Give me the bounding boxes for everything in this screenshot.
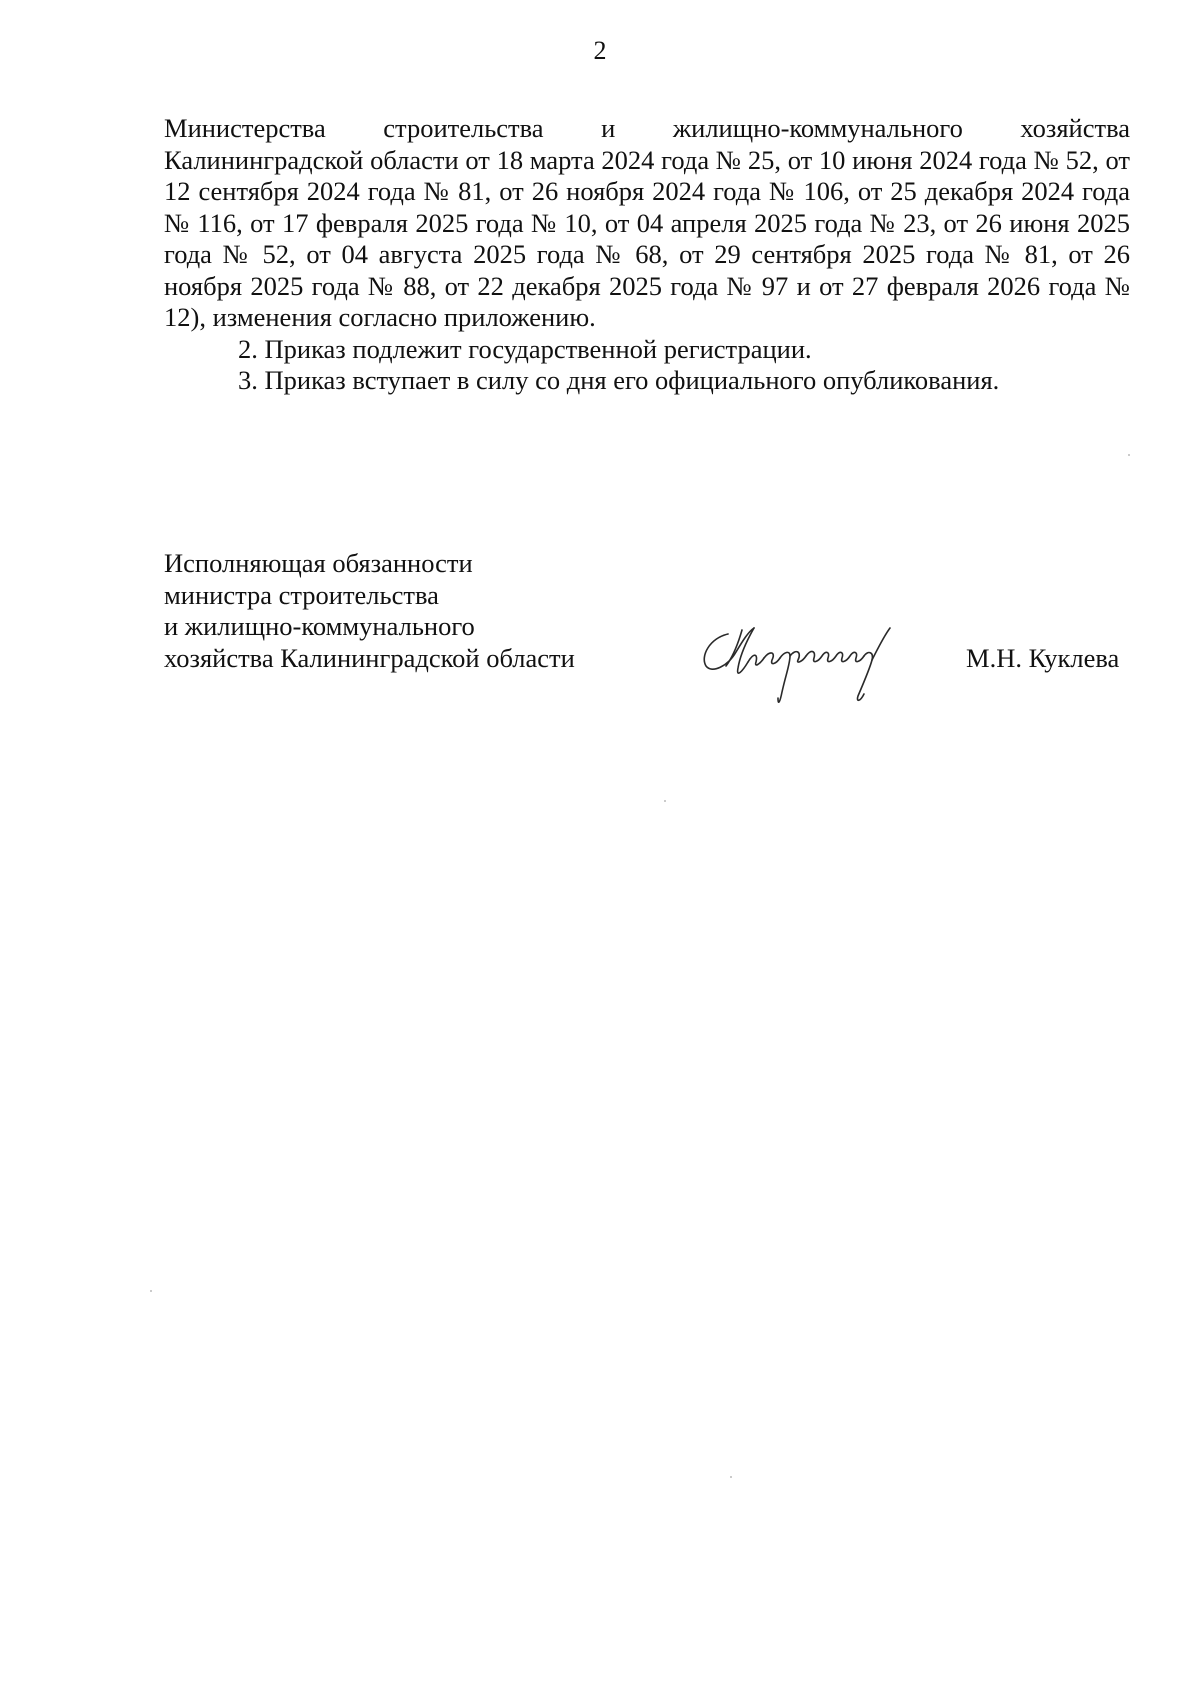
- scan-speck: [1128, 454, 1130, 456]
- scan-speck: [150, 1290, 152, 1292]
- signatory-title-line: министра строительства: [164, 579, 439, 610]
- signatory-title-line: Исполняющая обязанности: [164, 548, 473, 578]
- handwritten-signature: [698, 612, 918, 712]
- effective-date-paragraph: 3. Приказ вступает в силу со дня его официального опубликования.: [238, 365, 1000, 395]
- scan-speck: [664, 800, 666, 802]
- signer-name: М.Н. Куклева: [966, 643, 1120, 673]
- signatory-title-line: хозяйства Калининградской области: [164, 642, 575, 673]
- page-number: 2: [593, 36, 607, 65]
- registration-paragraph: 2. Приказ подлежит государственной регистрации.: [238, 333, 812, 364]
- scan-speck: [730, 1476, 732, 1478]
- signatory-title-line: и жилищно-коммунального: [164, 611, 475, 641]
- document-body: [164, 113, 1130, 397]
- amendment-paragraph: Министерства строительства и жилищно-коммунального хозяйства Калининградской области от 18 марта 2024 года № 25, от 10 июня 2024 года № 52, от 12 сентября 2024 года № 81, от 26 ноября 2024 года № 106, от 25 декабря 2024 года № 116, от 17 февраля 2025 года № 10, от 04 апреля 2025 года № 23, от 26 июня 2025 года № 52, от 04 августа 2025 года № 68, от 29 сентября 2025 года № 81, от 26 ноября 2025 года № 88, от 22 декабря 2025 года № 97 и от 27 февраля 2026 года № 12), изменения согласно приложению.: [164, 113, 1130, 332]
- signatory-title: [164, 548, 575, 674]
